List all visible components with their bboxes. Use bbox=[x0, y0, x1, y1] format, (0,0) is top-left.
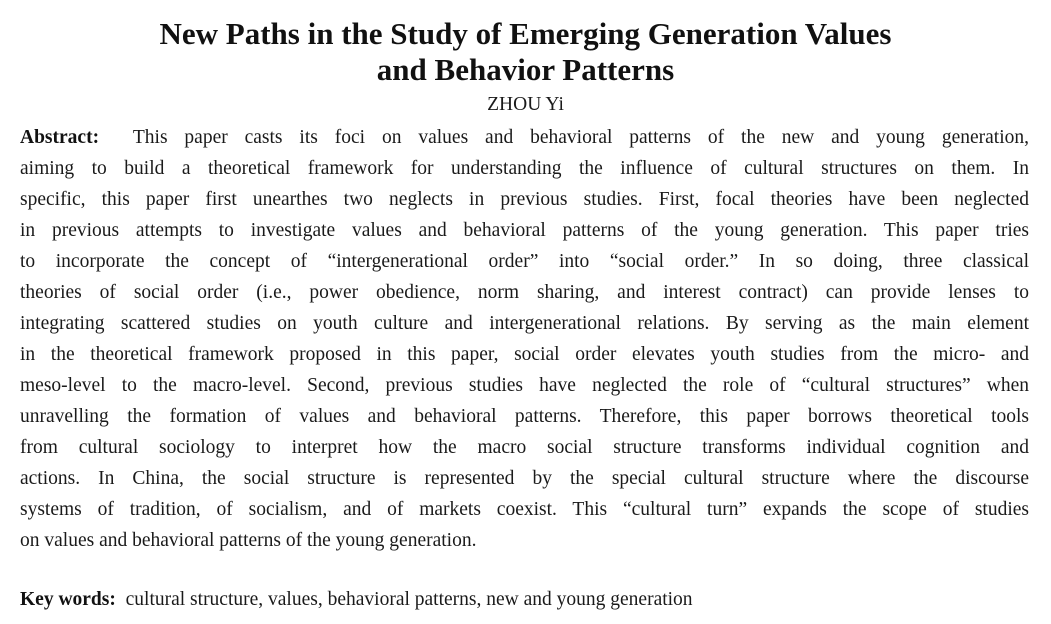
abstract-line: unravelling the formation of values and behavioral patterns. Therefore, this paper borrows theoretical tools bbox=[20, 406, 1029, 427]
abstract-line: actions. In China, the social structure is represented by the special cultural structure where the discourse bbox=[20, 468, 1029, 489]
keywords-text: cultural structure, values, behavioral patterns, new and young generation bbox=[125, 589, 693, 610]
abstract-line: meso-level to the macro-level. Second, previous studies have neglected the role of “cultural structures” when bbox=[20, 375, 1029, 396]
abstract-line-text: This paper casts its foci on values and behavioral patterns of the new and young generation, bbox=[132, 127, 1029, 148]
paper-title-line-2: and Behavior Patterns bbox=[376, 52, 675, 87]
abstract-line: theories of social order (i.e., power obedience, norm sharing, and interest contract) can provide lenses to bbox=[20, 282, 1029, 303]
author-name: ZHOU Yi bbox=[487, 94, 564, 115]
abstract-line: to incorporate the concept of “intergenerational order” into “social order.” In so doing, three classical bbox=[20, 251, 1029, 272]
abstract-line: in the theoretical framework proposed in this paper, social order elevates youth studies from the micro- and bbox=[20, 344, 1029, 365]
abstract-line: integrating scattered studies on youth culture and intergenerational relations. By serving as the main element bbox=[20, 313, 1029, 334]
paper-title-line-1: New Paths in the Study of Emerging Generation Values bbox=[159, 16, 892, 51]
abstract-line: on values and behavioral patterns of the young generation. bbox=[20, 530, 477, 551]
abstract-paragraph bbox=[20, 122, 1029, 556]
abstract-line: aiming to build a theoretical framework for understanding the influence of cultural structures on them. In bbox=[20, 158, 1029, 179]
keywords-line bbox=[20, 584, 1029, 615]
abstract-line bbox=[20, 122, 1029, 153]
abstract-line: from cultural sociology to interpret how the macro social structure transforms individual cognition and bbox=[20, 437, 1029, 458]
abstract-line: specific, this paper first unearthes two neglects in previous studies. First, focal theories have been neglected bbox=[20, 189, 1029, 210]
abstract-label: Abstract: bbox=[20, 127, 100, 148]
keywords-label: Key words: bbox=[20, 589, 116, 610]
abstract-line: in previous attempts to investigate values and behavioral patterns of the young generation. This paper tries bbox=[20, 220, 1029, 241]
abstract-line: systems of tradition, of socialism, and of markets coexist. This “cultural turn” expands the scope of studies bbox=[20, 499, 1029, 520]
